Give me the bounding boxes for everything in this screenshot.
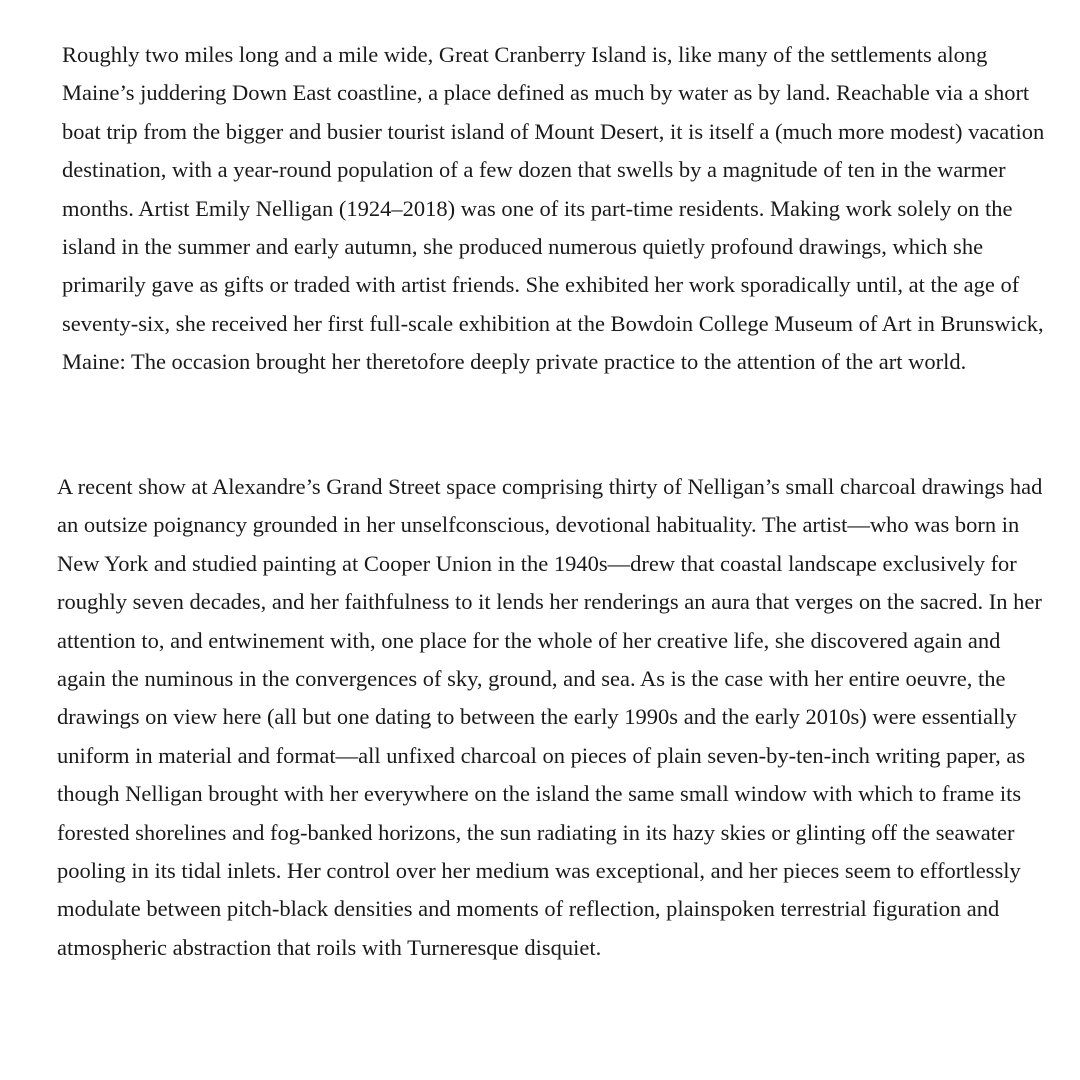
paragraph-2: A recent show at Alexandre’s Grand Street space comprising thirty of Nelligan’s small charcoal drawings had an outsize poignancy grounded in her unselfconscious, devotional habituality. The artist—who was born in New York and studied painting at Cooper Union in the 1940s—drew that coastal landscape exclusively for roughly seven decades, and her faithfulness to it lends her renderings an aura that verges on the sacred. In her attention to, and entwinement with, one place for the whole of her creative life, she discovered again and again the numinous in the convergences of sky, ground, and sea. As is the case with her entire oeuvre, the drawings on view here (all but one dating to between the early 1990s and the early 2010s) were essentially uniform in material and format—all unfixed charcoal on pieces of plain seven-by-ten-inch writing paper, as though Nelligan brought with her everywhere on the island the same small window with which to frame its forested shorelines and fog-banked horizons, the sun radiating in its hazy skies or glinting off the seawater pooling in its tidal inlets. Her control over her medium was exceptional, and her pieces seem to effortlessly modulate between pitch-black densities and moments of reflection, plainspoken terrestrial figuration and atmospheric abstraction that roils with Turneresque disquiet. xyxy=(57,474,1043,960)
paragraph-1: Roughly two miles long and a mile wide, Great Cranberry Island is, like many of the settlements along Maine’s juddering Down East coastline, a place defined as much by water as by land. Reachable via a short boat trip from the bigger and busier tourist island of Mount Desert, it is itself a (much more modest) vacation destination, with a year-round population of a few dozen that swells by a magnitude of ten in the warmer months. Artist Emily Nelligan (1924–2018) was one of its part-time residents. Making work solely on the island in the summer and early autumn, she produced numerous quietly profound drawings, which she primarily gave as gifts or traded with artist friends. She exhibited her work sporadically until, at the age of seventy-six, she received her first full-scale exhibition at the Bowdoin College Museum of Art in Brunswick, Maine: The occasion brought her theretofore deeply private practice to the attention of the art world. xyxy=(62,42,1045,375)
